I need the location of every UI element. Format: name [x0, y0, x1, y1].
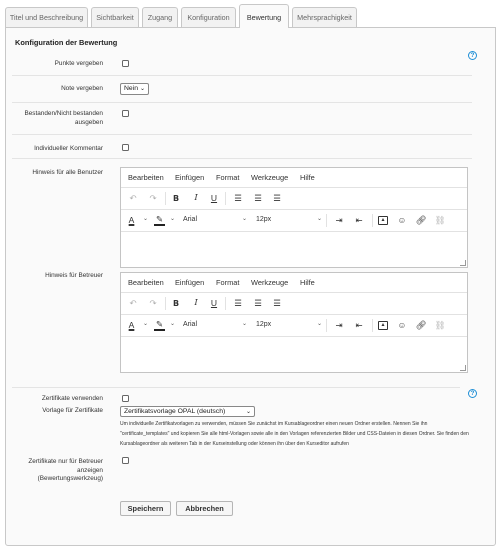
chevron-down-icon[interactable]: ⌄: [143, 216, 149, 222]
chevron-down-icon[interactable]: ⌄: [242, 216, 248, 222]
redo-icon[interactable]: ↷: [149, 298, 157, 308]
text-color-icon[interactable]: A: [128, 215, 135, 225]
editor-toolbar-1: [121, 293, 467, 315]
certificate-info-text: Um individuelle Zertifikatvorlagen zu verwenden, müssen Sie zunächst im Kursablageordner einen neuen Ordner erstellen. Nennen Sie ihn "certificate_templates" und kopieren Sie alle html-Vorlagen sowie alle in den Vorlagen referenzierten Bilder und CSS-Dateien in diesen Ordner. Sie finden den Kursablageordner als weiteren Tab in der Kurseinstellung oder können ihn über den Kurseditor aufrufen: [120, 421, 469, 447]
chevron-down-icon[interactable]: ⌄: [170, 216, 176, 222]
underline-icon[interactable]: U: [210, 298, 218, 308]
chevron-down-icon: ⌄: [245, 409, 251, 415]
tab-konfiguration[interactable]: Konfiguration: [181, 7, 236, 27]
menu-werkzeuge[interactable]: Werkzeuge: [251, 278, 289, 287]
highlight-color-icon[interactable]: ✎: [155, 214, 164, 224]
tab-zugang[interactable]: Zugang: [142, 7, 178, 27]
help-icon[interactable]: ?: [468, 389, 477, 398]
chevron-down-icon[interactable]: ⌄: [317, 321, 323, 327]
link-icon[interactable]: 🔗︎: [415, 320, 427, 330]
menu-format[interactable]: Format: [216, 278, 240, 287]
underline-icon[interactable]: U: [210, 193, 218, 203]
menu-bearbeiten[interactable]: Bearbeiten: [128, 173, 164, 182]
align-right-icon[interactable]: ☰: [273, 298, 281, 308]
note-label: Note vergeben: [61, 85, 103, 92]
bestanden-checkbox[interactable]: [122, 110, 129, 117]
chevron-down-icon[interactable]: ⌄: [242, 321, 248, 327]
undo-icon[interactable]: ↶: [129, 298, 137, 308]
editor-menubar: [121, 273, 467, 293]
menu-werkzeuge[interactable]: Werkzeuge: [251, 173, 289, 182]
kommentar-label: Individueller Kommentar: [34, 145, 103, 152]
align-left-icon[interactable]: ☰: [234, 193, 242, 203]
font-family-select[interactable]: Arial: [183, 216, 198, 223]
rich-text-editor-alle: [120, 167, 468, 268]
divider: [12, 387, 460, 388]
font-size-select[interactable]: 12px: [256, 216, 272, 223]
divider: [372, 319, 373, 332]
outdent-icon[interactable]: ⇤: [355, 320, 363, 330]
tab-titel[interactable]: Titel und Beschreibung: [5, 7, 88, 27]
editor-toolbar-2: [121, 210, 467, 232]
divider: [326, 319, 327, 332]
unlink-icon[interactable]: ⛓: [434, 320, 446, 330]
redo-icon[interactable]: ↷: [149, 193, 157, 203]
editor-toolbar-1: [121, 188, 467, 210]
divider: [326, 214, 327, 227]
zertifikate-checkbox[interactable]: [122, 395, 129, 402]
bestanden-label: Bestanden/Nicht bestanden ausgeben: [24, 110, 103, 126]
menu-format[interactable]: Format: [216, 173, 240, 182]
divider: [12, 134, 472, 135]
divider: [12, 102, 472, 103]
emoji-icon[interactable]: ☺: [397, 320, 407, 330]
menu-einfuegen[interactable]: Einfügen: [175, 173, 205, 182]
tab-bar: [0, 0, 500, 27]
editor-toolbar-2: [121, 315, 467, 337]
chevron-down-icon: ⌄: [139, 86, 145, 92]
zertifikate-label: Zertifikate verwenden: [41, 395, 103, 402]
emoji-icon[interactable]: ☺: [397, 215, 407, 225]
highlight-color-icon[interactable]: ✎: [155, 319, 164, 329]
chevron-down-icon[interactable]: ⌄: [170, 321, 176, 327]
bold-icon[interactable]: B: [172, 194, 180, 203]
divider: [225, 192, 226, 205]
hinweis-alle-label: Hinweis für alle Benutzer: [32, 169, 103, 176]
chevron-down-icon[interactable]: ⌄: [143, 321, 149, 327]
menu-bearbeiten[interactable]: Bearbeiten: [128, 278, 164, 287]
help-icon[interactable]: ?: [468, 51, 477, 60]
divider: [225, 297, 226, 310]
image-icon[interactable]: ▴: [378, 321, 388, 330]
editor-menubar: [121, 168, 467, 188]
unlink-icon[interactable]: ⛓: [434, 215, 446, 225]
tab-bewertung[interactable]: Bewertung: [239, 4, 289, 28]
divider: [372, 214, 373, 227]
nur-betreuer-checkbox[interactable]: [122, 457, 129, 464]
align-right-icon[interactable]: ☰: [273, 193, 281, 203]
note-select[interactable]: [120, 83, 149, 95]
cancel-button[interactable]: Abbrechen: [176, 501, 233, 516]
resize-handle-icon[interactable]: [460, 260, 466, 266]
italic-icon[interactable]: I: [194, 298, 198, 308]
menu-hilfe[interactable]: Hilfe: [300, 278, 315, 287]
link-icon[interactable]: 🔗︎: [415, 215, 427, 225]
chevron-down-icon[interactable]: ⌄: [317, 216, 323, 222]
section-title: Konfiguration der Bewertung: [15, 38, 118, 47]
align-center-icon[interactable]: ☰: [254, 193, 262, 203]
font-size-select[interactable]: 12px: [256, 321, 272, 328]
punkte-label: Punkte vergeben: [54, 60, 103, 67]
tab-mehrsprachigkeit[interactable]: Mehrsprachigkeit: [292, 7, 357, 27]
divider: [165, 297, 166, 310]
divider: [12, 75, 472, 76]
image-icon[interactable]: ▴: [378, 216, 388, 225]
kommentar-checkbox[interactable]: [122, 144, 129, 151]
divider: [165, 192, 166, 205]
vorlage-label: Vorlage für Zertifikate: [42, 407, 103, 414]
menu-einfuegen[interactable]: Einfügen: [175, 278, 205, 287]
vorlage-select[interactable]: [120, 406, 255, 417]
undo-icon[interactable]: ↶: [129, 193, 137, 203]
rich-text-editor-betreuer: [120, 272, 468, 373]
font-family-select[interactable]: Arial: [183, 321, 198, 328]
text-color-icon[interactable]: A: [128, 320, 135, 330]
align-left-icon[interactable]: ☰: [234, 298, 242, 308]
note-select-value: Nein: [124, 85, 138, 92]
tab-sichtbarkeit[interactable]: Sichtbarkeit: [91, 7, 139, 27]
save-button[interactable]: Speichern: [120, 501, 171, 516]
resize-handle-icon[interactable]: [460, 365, 466, 371]
punkte-checkbox[interactable]: [122, 60, 129, 67]
divider: [12, 158, 472, 159]
indent-icon[interactable]: ⇥: [335, 215, 343, 225]
indent-icon[interactable]: ⇥: [335, 320, 343, 330]
align-center-icon[interactable]: ☰: [254, 298, 262, 308]
bold-icon[interactable]: B: [172, 299, 180, 308]
nur-betreuer-label: Zertifikate nur für Betreuer anzeigen (Bewertungswerkzeug): [28, 458, 103, 482]
italic-icon[interactable]: I: [194, 193, 198, 203]
outdent-icon[interactable]: ⇤: [355, 215, 363, 225]
menu-hilfe[interactable]: Hilfe: [300, 173, 315, 182]
hinweis-betreuer-label: Hinweis für Betreuer: [45, 272, 103, 279]
vorlage-select-value: Zertifikatsvorlage OPAL (deutsch): [124, 408, 226, 415]
